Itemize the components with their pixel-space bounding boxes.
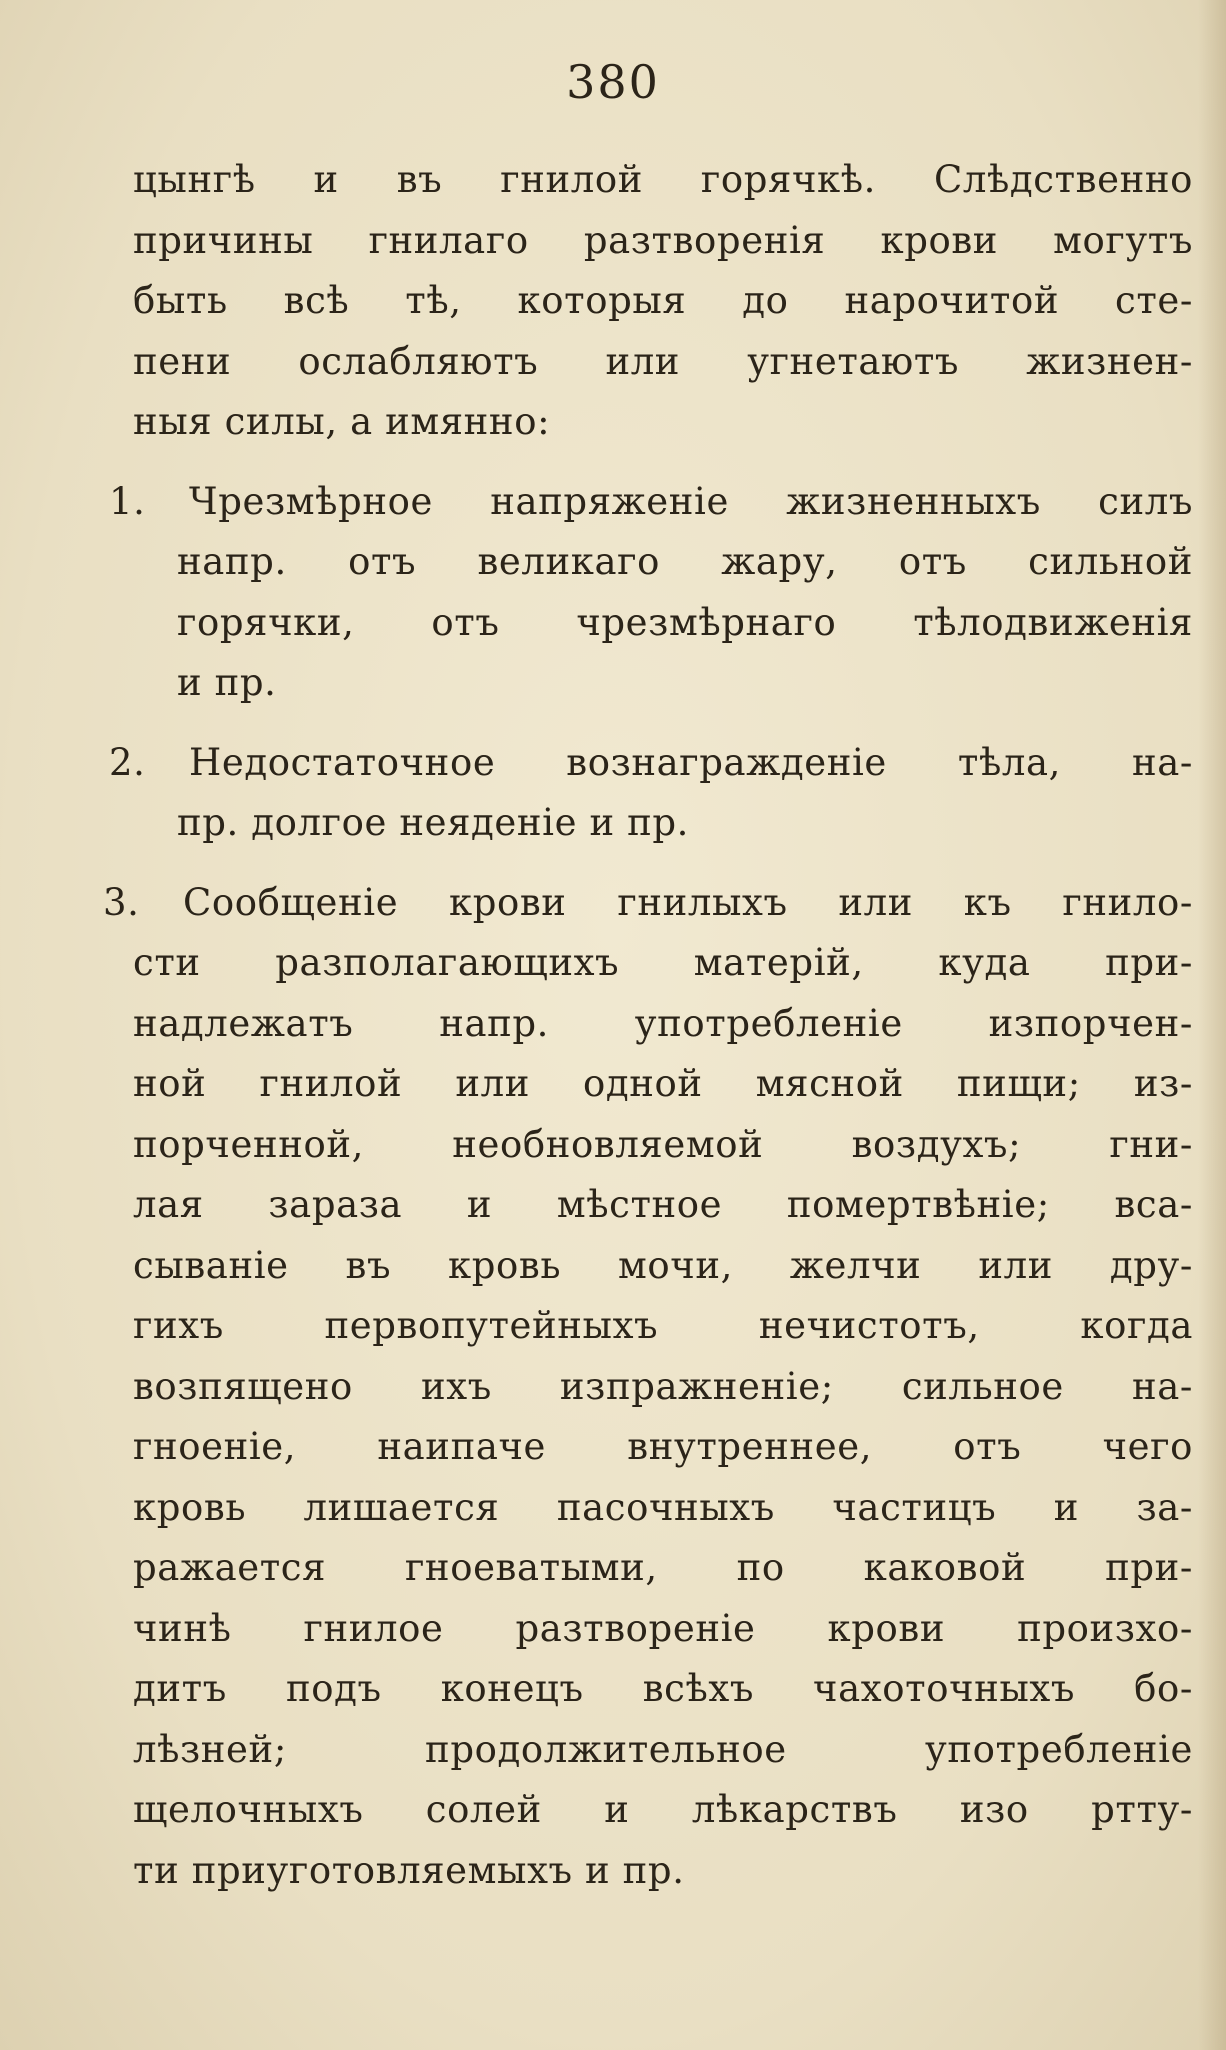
- text-line: ражается гноеватыми, по каковой при-: [133, 1546, 1193, 1589]
- intro-paragraph: [133, 150, 1193, 453]
- text-line: лая зараза и мѣстное помертвѣніе; вса-: [133, 1183, 1193, 1226]
- text-line: лѣзней; продолжительное употребленіе: [133, 1727, 1193, 1771]
- text-line: Сообщеніе крови гнилыхъ или къ гнило-: [183, 880, 1193, 924]
- text-line: напр. отъ великаго жару, отъ сильной: [177, 540, 1193, 583]
- text-line: Недостаточное вознагражденіе тѣла, на-: [189, 740, 1193, 784]
- page-number: 380: [566, 55, 660, 109]
- item-number: 2.: [109, 740, 146, 784]
- text-line: кровь лишается пасочныхъ частицъ и за-: [133, 1485, 1193, 1529]
- text-line: надлежатъ напр. употребленіе изпорчен-: [133, 1001, 1193, 1045]
- text-line: гноеніе, наипаче внутреннее, отъ чего: [133, 1425, 1193, 1468]
- text-line: цынгѣ и въ гнилой горячкѣ. Слѣдственно: [133, 158, 1193, 201]
- text-line: дитъ подъ конецъ всѣхъ чахоточныхъ бо-: [133, 1667, 1193, 1710]
- text-line: пени ослабляютъ или угнетаютъ жизнен-: [133, 339, 1193, 383]
- page-text: [103, 150, 1193, 1901]
- text-line: ныя силы, а имянно:: [133, 400, 551, 443]
- list-item-3: [103, 873, 1193, 1902]
- list-item-1: [109, 472, 1193, 714]
- text-line: ти приуготовляемыхъ и пр.: [133, 1848, 685, 1892]
- list-item-2: [109, 733, 1193, 854]
- text-line: Чрезмѣрное напряженіе жизненныхъ силъ: [189, 479, 1193, 523]
- text-line: порченной, необновляемой воздухъ; гни-: [133, 1122, 1193, 1166]
- text-line: пр. долгое неяденіе и пр.: [177, 801, 690, 844]
- item-number: 1.: [109, 479, 146, 523]
- text-line: сываніе въ кровь мочи, желчи или дру-: [133, 1243, 1193, 1287]
- text-line: сти разполагающихъ матерій, куда при-: [133, 941, 1193, 984]
- text-line: чинѣ гнилое разтвореніе крови произхо-: [133, 1606, 1193, 1650]
- text-line: возпящено ихъ изпражненіе; сильное на-: [133, 1364, 1193, 1408]
- text-line: горячки, отъ чрезмѣрнаго тѣлодвиженія: [177, 600, 1193, 644]
- text-line: причины гнилаго разтворенія крови могутъ: [133, 218, 1193, 262]
- text-line: гихъ первопутейныхъ нечистотъ, когда: [133, 1304, 1193, 1347]
- text-line: и пр.: [177, 661, 277, 704]
- text-line: быть всѣ тѣ, которыя до нарочитой сте-: [133, 279, 1193, 322]
- item-number: 3.: [103, 880, 140, 924]
- page-edge-shadow: [1198, 0, 1226, 2050]
- text-line: ной гнилой или одной мясной пищи; из-: [133, 1062, 1193, 1105]
- text-line: щелочныхъ солей и лѣкарствъ изо ртту-: [133, 1788, 1193, 1831]
